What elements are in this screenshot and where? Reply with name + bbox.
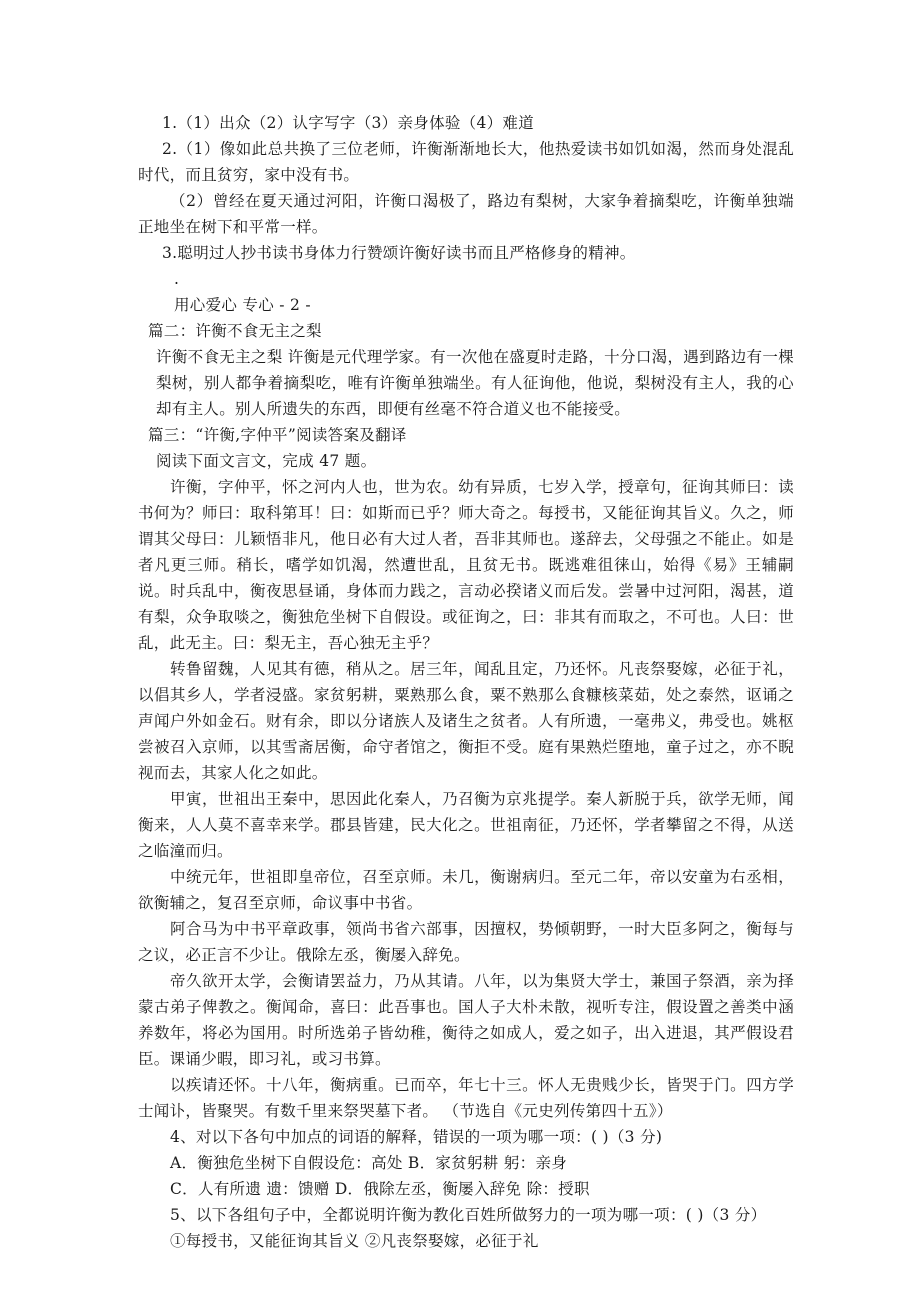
passage-paragraph: 以疾请还怀。十八年，衡病重。已而卒，年七十三。怀人无贵贱少长，皆哭于门。四方学士闻讣，皆聚哭。有数千里来祭哭墓下者。 （节选自《元史列传第四十五》） xyxy=(138,1076,794,1120)
passage-paragraph: 中统元年，世祖即皇帝位，召至京师。未几，衡谢病归。至元二年，帝以安童为右丞相，欲衡辅之，复召至京师，命议事中书省。 xyxy=(138,868,794,912)
page-footer: 用心爱心 专心 - 2 - xyxy=(174,296,311,314)
part2-body: 许衡不食无主之梨 许衡是元代理学家。有一次他在盛夏时走路，十分口渴，遇到路边有一棵梨树，别人都争着摘梨吃，唯有许衡单独端坐。有人征询他，他说，梨树没有主人，我的心却有主人。别人所遗失的东西，即便有丝毫不符合道义也不能接受。 xyxy=(156,348,794,418)
passage-paragraph: 帝久欲开太学，会衡请罢益力，乃从其请。八年，以为集贤大学士，兼国子祭酒，亲为择蒙古弟子俾教之。衡闻命，喜曰：此吾事也。国人子大朴未散，视听专注，假设置之善类中涵养数年，将必为国用。时所选弟子皆幼稚，衡待之如成人，爱之如子，出入进退，其严假设君臣。课诵少暇，即习礼，或习书算。 xyxy=(138,972,794,1068)
passage-paragraph: 阿合马为中书平章政事，领尚书省六部事，因擅权，势倾朝野，一时大臣多阿之，衡每与之议，必正言不少让。俄除左丞，衡屡入辞免。 xyxy=(138,920,794,964)
dot-mark: . xyxy=(174,270,180,288)
answer-2-1: 2.（1）像如此总共换了三位老师，许衡渐渐地长大，他热爱读书如饥如渴，然而身处混乱时代，而且贫穷，家中没有书。 xyxy=(138,140,794,184)
part3-instruction: 阅读下面文言文，完成 47 题。 xyxy=(156,452,377,470)
document-page xyxy=(138,110,794,1254)
answer-2-2: （2）曾经在夏天通过河阳，许衡口渴极了，路边有梨树，大家争着摘梨吃，许衡单独端正地坐在树下和平常一样。 xyxy=(138,192,794,236)
passage-paragraph: 甲寅，世祖出王秦中，思因此化秦人，乃召衡为京兆提学。秦人新脱于兵，欲学无师，闻衡来，人人莫不喜幸来学。郡县皆建，民大化之。世祖南征，乃还怀，学者攀留之不得，从送之临潼而归。 xyxy=(138,790,794,860)
question-4-option-cd: C．人有所遗 遗：馈赠 D．俄除左丞，衡屡入辞免 除：授职 xyxy=(170,1180,590,1198)
question-5: 5、以下各组句子中，全都说明许衡为教化百姓所做努力的一项为哪一项：( )（3 分） xyxy=(170,1206,767,1224)
part3-title: 篇三：“许衡,字仲平”阅读答案及翻译 xyxy=(148,426,407,444)
question-4: 4、对以下各句中加点的词语的解释，错误的一项为哪一项：( )（3 分) xyxy=(170,1128,663,1146)
answer-1: 1.（1）出众（2）认字写字（3）亲身体验（4）难道 xyxy=(162,114,535,132)
passage-paragraph: 许衡，字仲平，怀之河内人也，世为农。幼有异质，七岁入学，授章句，征询其师曰：读书何为？师曰：取科第耳！曰：如斯而已乎？师大奇之。每授书，又能征询其旨义。久之，师谓其父母曰：儿颖悟非凡，他日必有大过人者，吾非其师也。遂辞去，父母强之不能止。如是者凡更三师。稍长，嗜学如饥渴，然遭世乱，且贫无书。既逃难徂徕山，始得《易》王辅嗣说。时兵乱中，衡夜思昼诵，身体而力践之，言动必揆诸义而后发。尝暑中过河阳，渴甚，道有梨，众争取啖之，衡独危坐树下自假设。或征询之，曰：非其有而取之，不可也。人曰：世乱，此无主。曰：梨无主，吾心独无主乎？ xyxy=(138,478,794,652)
part2-title: 篇二：许衡不食无主之梨 xyxy=(148,322,322,340)
question-5-items: ①每授书，又能征询其旨义 ②凡丧祭娶嫁，必征于礼 xyxy=(170,1232,539,1250)
passage-paragraph: 转鲁留魏，人见其有德，稍从之。居三年，闻乱且定，乃还怀。凡丧祭娶嫁，必征于礼，以倡其乡人，学者浸盛。家贫躬耕，粟熟那么食，粟不熟那么食糠核菜茹，处之泰然，讴诵之声闻户外如金石。财有余，即以分诸族人及诸生之贫者。人有所遗，一毫弗义，弗受也。姚枢尝被召入京师，以其雪斋居衡，命守者馆之，衡拒不受。庭有果熟烂堕地，童子过之，亦不睨视而去，其家人化之如此。 xyxy=(138,660,794,782)
answer-3: 3.聪明过人抄书读书身体力行赞颂许衡好读书而且严格修身的精神。 xyxy=(162,244,636,262)
question-4-option-ab: A．衡独危坐树下自假设危：高处 B．家贫躬耕 躬：亲身 xyxy=(170,1154,568,1172)
